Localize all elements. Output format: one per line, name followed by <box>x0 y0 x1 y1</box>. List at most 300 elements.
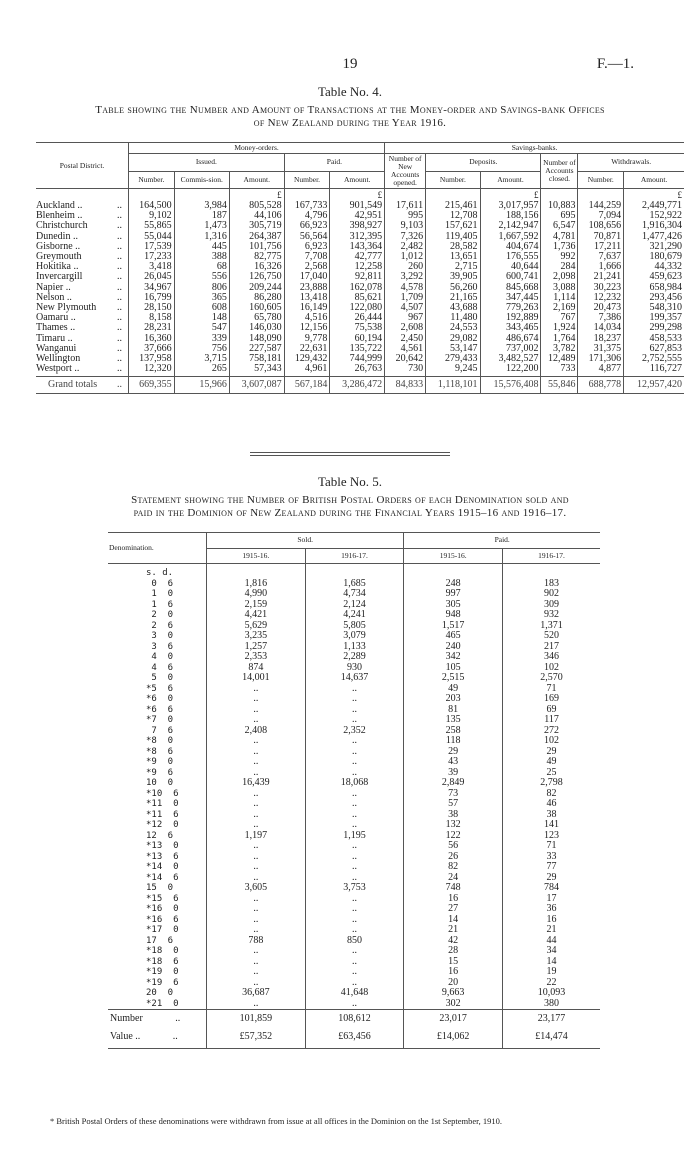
denomination: *14 6 <box>146 872 179 883</box>
cell-wd-amt: 293,456 <box>624 293 684 303</box>
cell-dep-amt: 600,741 <box>480 272 541 282</box>
cell-wd-amt: 116,727 <box>624 364 684 374</box>
cell-wd-amt: 548,310 <box>624 303 684 313</box>
sold-1916: .. <box>305 967 404 978</box>
number-sold-1915: 101,859 <box>207 1010 306 1029</box>
cell-iss-amt: 160,605 <box>229 303 284 313</box>
cell-wd-amt: 299,298 <box>624 323 684 333</box>
cell-iss-amt: 82,775 <box>229 252 284 262</box>
table5-caption <box>20 494 680 520</box>
cell-dep-amt: 737,002 <box>480 344 541 354</box>
denomination: *17 0 <box>146 925 179 935</box>
cell-new-acc: 1,709 <box>385 293 426 303</box>
col-paid: Paid. <box>404 533 600 549</box>
cell-comm: 339 <box>174 334 229 344</box>
cell-iss-num: 8,158 <box>129 313 175 323</box>
denomination: 2 0 <box>146 610 174 620</box>
cell-dep-amt: 347,445 <box>480 293 541 303</box>
col-issued: Issued. <box>129 154 285 172</box>
table5-caption-line1: Statement showing the Number of British Postal Orders of each Denomination sold and <box>131 494 569 506</box>
cell-comm: 806 <box>174 283 229 293</box>
pound-sign: £ <box>330 189 385 202</box>
sold-1916: .. <box>305 789 404 800</box>
sold-1916: 1,685 <box>305 579 404 590</box>
sold-1915: .. <box>207 852 306 863</box>
cell-comm: 265 <box>174 364 229 374</box>
divider <box>250 455 450 456</box>
sold-1916: 18,068 <box>305 778 404 789</box>
cell-wd-num: 7,094 <box>578 211 624 221</box>
sold-1915: 874 <box>207 663 306 674</box>
cell-paid-amt: 901,549 <box>330 201 385 211</box>
paid-1915: 26 <box>404 852 503 863</box>
district-name: Westport .. .. <box>36 363 122 375</box>
denomination: *21 0 <box>146 998 179 1009</box>
cell-paid-num: 12,156 <box>284 323 330 333</box>
total-closed: 55,846 <box>541 377 578 391</box>
paid-1915: 240 <box>404 642 503 653</box>
cell-paid-num: 6,923 <box>284 242 330 252</box>
cell-wd-num: 7,637 <box>578 252 624 262</box>
sd-header-row <box>108 564 600 579</box>
district-name: Hokitika .. .. <box>36 261 122 273</box>
cell-dep-num: 215,461 <box>426 201 480 211</box>
cell-comm: 1,316 <box>174 232 229 242</box>
list-item <box>108 820 600 831</box>
sold-1916: .. <box>305 694 404 705</box>
cell-paid-amt: 143,364 <box>330 242 385 252</box>
cell-comm: 3,984 <box>174 201 229 211</box>
cell-dep-num: 28,582 <box>426 242 480 252</box>
sold-1916: .. <box>305 999 404 1010</box>
cell-paid-amt: 26,444 <box>330 313 385 323</box>
cell-wd-num: 30,223 <box>578 283 624 293</box>
denomination: 12 6 <box>146 830 174 841</box>
cell-iss-num: 55,044 <box>129 232 175 242</box>
list-item <box>108 778 600 789</box>
sold-1915: 14,001 <box>207 673 306 684</box>
sold-1916: .. <box>305 873 404 884</box>
sold-1915: .. <box>207 768 306 779</box>
paid-1916: 272 <box>503 726 600 737</box>
cell-new-acc: 4,578 <box>385 283 426 293</box>
denomination: *11 0 <box>146 799 179 809</box>
district-name: Greymouth .. <box>36 251 122 263</box>
cell-paid-amt: 398,927 <box>330 221 385 231</box>
sold-1916: .. <box>305 978 404 989</box>
paid-1915: 56 <box>404 841 503 852</box>
col-accounts-closed: Number of Accounts closed. <box>541 154 578 189</box>
cell-wd-num: 31,375 <box>578 344 624 354</box>
paid-1915: 15 <box>404 957 503 968</box>
sold-1916: 2,352 <box>305 726 404 737</box>
grand-totals-row <box>36 377 684 391</box>
district-name: Timaru .. .. <box>36 332 122 344</box>
cell-closed: 767 <box>541 313 578 323</box>
list-item <box>108 673 600 684</box>
cell-iss-amt: 44,106 <box>229 211 284 221</box>
col-sold-1915: 1915-16. <box>207 548 306 564</box>
paid-1916: 33 <box>503 852 600 863</box>
paid-1915: 118 <box>404 736 503 747</box>
cell-new-acc: 4,507 <box>385 303 426 313</box>
sold-1915: .. <box>207 757 306 768</box>
pound-sign: £ <box>229 189 284 202</box>
cell-closed: 4,781 <box>541 232 578 242</box>
sold-1915: 1,816 <box>207 579 306 590</box>
paid-1915: 465 <box>404 631 503 642</box>
list-item <box>108 946 600 957</box>
cell-iss-num: 16,360 <box>129 334 175 344</box>
sold-1916: .. <box>305 862 404 873</box>
cell-closed: 2,169 <box>541 303 578 313</box>
value-label: Value .. .. <box>108 1029 207 1049</box>
value-row <box>108 1029 600 1049</box>
denomination: 4 6 <box>146 662 174 673</box>
denomination: *8 6 <box>146 746 174 757</box>
paid-1916: 169 <box>503 694 600 705</box>
denomination: *18 0 <box>146 946 179 956</box>
cell-iss-num: 164,500 <box>129 201 175 211</box>
cell-iss-amt: 126,750 <box>229 272 284 282</box>
sold-1916: .. <box>305 894 404 905</box>
sub-issued-commission: Commis-sion. <box>174 171 229 189</box>
cell-new-acc: 17,611 <box>385 201 426 211</box>
list-item <box>108 799 600 810</box>
cell-closed: 10,883 <box>541 201 578 211</box>
cell-wd-amt: 1,916,304 <box>624 221 684 231</box>
cell-dep-num: 11,480 <box>426 313 480 323</box>
denomination: *5 6 <box>146 683 174 694</box>
cell-paid-num: 13,418 <box>284 293 330 303</box>
cell-paid-num: 4,516 <box>284 313 330 323</box>
col-sold-1916: 1916-17. <box>305 548 404 564</box>
denomination: *8 0 <box>146 736 174 746</box>
cell-iss-num: 17,539 <box>129 242 175 252</box>
paid-1915: 258 <box>404 726 503 737</box>
denomination: 10 0 <box>146 778 174 788</box>
cell-wd-amt: 199,357 <box>624 313 684 323</box>
cell-dep-num: 12,708 <box>426 211 480 221</box>
sold-1915: .. <box>207 946 306 957</box>
paid-1915: 81 <box>404 705 503 716</box>
cell-dep-amt: 1,667,592 <box>480 232 541 242</box>
cell-dep-amt: 845,668 <box>480 283 541 293</box>
sold-1915: 36,687 <box>207 988 306 999</box>
cell-dep-num: 24,553 <box>426 323 480 333</box>
paid-1915: 9,663 <box>404 988 503 999</box>
col-withdrawals: Withdrawals. <box>578 154 684 172</box>
district-name: Christchurch .. <box>36 220 122 232</box>
cell-new-acc: 2,608 <box>385 323 426 333</box>
cell-iss-num: 28,231 <box>129 323 175 333</box>
footnote: * British Postal Orders of these denominations were withdrawn from issue at all offices in the Dominion on the 1st September, 1910. <box>50 1116 503 1126</box>
paid-1916: 34 <box>503 946 600 957</box>
cell-paid-num: 56,564 <box>284 232 330 242</box>
cell-wd-amt: 321,290 <box>624 242 684 252</box>
cell-paid-num: 129,432 <box>284 354 330 364</box>
sold-1916: .. <box>305 810 404 821</box>
table4-caption-line2: of New Zealand during the Year 1916. <box>253 117 447 129</box>
cell-iss-num: 26,045 <box>129 272 175 282</box>
cell-iss-num: 16,799 <box>129 293 175 303</box>
denomination: 17 6 <box>146 935 174 946</box>
sold-1915: .. <box>207 684 306 695</box>
cell-closed: 2,098 <box>541 272 578 282</box>
sold-1916: 14,637 <box>305 673 404 684</box>
cell-wd-amt: 2,752,555 <box>624 354 684 364</box>
sold-1916: .. <box>305 684 404 695</box>
paid-1916: 380 <box>503 999 600 1010</box>
sold-1915: .. <box>207 999 306 1010</box>
sub-deposits-amount: Amount. <box>480 171 541 189</box>
cell-wd-amt: 459,623 <box>624 272 684 282</box>
cell-closed: 1,114 <box>541 293 578 303</box>
cell-iss-num: 55,865 <box>129 221 175 231</box>
denomination: 3 6 <box>146 641 174 652</box>
cell-new-acc: 730 <box>385 364 426 374</box>
sub-withdrawals-number: Number. <box>578 171 624 189</box>
denomination: *9 0 <box>146 757 174 767</box>
paid-1915: 248 <box>404 579 503 590</box>
paid-1916: 2,570 <box>503 673 600 684</box>
paid-1915: 203 <box>404 694 503 705</box>
paid-1916: 346 <box>503 652 600 663</box>
cell-dep-amt: 176,555 <box>480 252 541 262</box>
list-item <box>108 631 600 642</box>
paid-1916: 36 <box>503 904 600 915</box>
district-name: Napier .. .. <box>36 281 122 293</box>
district-name: Invercargill .. <box>36 271 122 283</box>
sold-1915: .. <box>207 789 306 800</box>
denomination: 0 6 <box>146 578 174 589</box>
cell-wd-num: 12,232 <box>578 293 624 303</box>
district-name: Oamaru .. .. <box>36 312 122 324</box>
cell-wd-amt: 152,922 <box>624 211 684 221</box>
sold-1916: 930 <box>305 663 404 674</box>
paid-1916: 21 <box>503 925 600 936</box>
group-money-orders: Money-orders. <box>129 143 385 154</box>
paid-1916: 29 <box>503 747 600 758</box>
paid-1916: 16 <box>503 915 600 926</box>
paid-1916: 71 <box>503 841 600 852</box>
cell-paid-amt: 85,621 <box>330 293 385 303</box>
sold-1915: .. <box>207 915 306 926</box>
sold-1915: .. <box>207 873 306 884</box>
denomination: *19 6 <box>146 977 179 988</box>
cell-iss-amt: 209,244 <box>229 283 284 293</box>
denomination: 5 0 <box>146 673 174 683</box>
cell-wd-num: 70,871 <box>578 232 624 242</box>
sold-1916: .. <box>305 747 404 758</box>
paid-1915: 28 <box>404 946 503 957</box>
paid-1915: 305 <box>404 600 503 611</box>
sold-1915: .. <box>207 894 306 905</box>
paid-1915: 16 <box>404 894 503 905</box>
paid-1916: 77 <box>503 862 600 873</box>
total-paid-num: 567,184 <box>284 377 330 391</box>
cell-comm: 547 <box>174 323 229 333</box>
sold-1915: .. <box>207 820 306 831</box>
sold-1915: .. <box>207 810 306 821</box>
divider <box>250 452 450 453</box>
cell-paid-amt: 92,811 <box>330 272 385 282</box>
list-item <box>108 757 600 768</box>
number-sold-1916: 108,612 <box>305 1010 404 1029</box>
sold-1916: 3,753 <box>305 883 404 894</box>
sold-1915: 4,990 <box>207 589 306 600</box>
total-dep-num: 1,118,101 <box>426 377 480 391</box>
sold-1915: .. <box>207 799 306 810</box>
total-iss-amt: 3,607,087 <box>229 377 284 391</box>
sold-1916: 850 <box>305 936 404 947</box>
cell-comm: 756 <box>174 344 229 354</box>
cell-comm: 3,715 <box>174 354 229 364</box>
col-sold: Sold. <box>207 533 404 549</box>
paid-1916: 19 <box>503 967 600 978</box>
paid-1916: 183 <box>503 579 600 590</box>
cell-comm: 365 <box>174 293 229 303</box>
cell-iss-amt: 227,587 <box>229 344 284 354</box>
cell-iss-amt: 305,719 <box>229 221 284 231</box>
cell-iss-amt: 65,780 <box>229 313 284 323</box>
sold-1915: 1,197 <box>207 831 306 842</box>
table5-caption-line2: paid in the Dominion of New Zealand during the Financial Years 1915–16 and 1916–17. <box>133 507 567 519</box>
list-item <box>108 862 600 873</box>
sold-1916: .. <box>305 736 404 747</box>
sold-1915: 5,629 <box>207 621 306 632</box>
paid-1915: 49 <box>404 684 503 695</box>
denomination: 1 6 <box>146 599 174 610</box>
list-item <box>108 841 600 852</box>
list-item <box>108 715 600 726</box>
cell-iss-num: 3,418 <box>129 262 175 272</box>
district-name: Thames .. .. <box>36 322 122 334</box>
group-savings-banks: Savings-banks. <box>385 143 684 154</box>
denomination: *7 0 <box>146 715 174 725</box>
denomination: *9 6 <box>146 767 174 778</box>
cell-paid-amt: 12,258 <box>330 262 385 272</box>
denomination: *6 0 <box>146 694 174 704</box>
total-new-acc: 84,833 <box>385 377 426 391</box>
cell-paid-num: 17,040 <box>284 272 330 282</box>
cell-dep-amt: 188,156 <box>480 211 541 221</box>
cell-new-acc: 260 <box>385 262 426 272</box>
cell-wd-num: 14,034 <box>578 323 624 333</box>
denomination: *11 6 <box>146 809 179 820</box>
cell-paid-amt: 744,999 <box>330 354 385 364</box>
cell-paid-amt: 42,951 <box>330 211 385 221</box>
sold-1915: 2,159 <box>207 600 306 611</box>
cell-iss-num: 9,102 <box>129 211 175 221</box>
cell-closed: 733 <box>541 364 578 374</box>
denomination: 4 0 <box>146 652 174 662</box>
list-item <box>108 883 600 894</box>
list-item <box>108 925 600 936</box>
district-name: Nelson .. .. <box>36 291 122 303</box>
cell-wd-num: 171,306 <box>578 354 624 364</box>
cell-closed: 1,764 <box>541 334 578 344</box>
cell-paid-amt: 312,395 <box>330 232 385 242</box>
cell-comm: 187 <box>174 211 229 221</box>
cell-comm: 68 <box>174 262 229 272</box>
cell-dep-num: 39,905 <box>426 272 480 282</box>
denomination: 15 0 <box>146 883 174 893</box>
paid-1916: 44 <box>503 936 600 947</box>
cell-iss-num: 12,320 <box>129 364 175 374</box>
paid-1916: 117 <box>503 715 600 726</box>
list-item <box>108 999 600 1010</box>
sold-1916: 4,734 <box>305 589 404 600</box>
paid-1916: 46 <box>503 799 600 810</box>
denomination: *10 6 <box>146 788 179 799</box>
cell-paid-amt: 60,194 <box>330 334 385 344</box>
cell-dep-amt: 2,142,947 <box>480 221 541 231</box>
table4-title: Table No. 4. <box>317 84 383 99</box>
paid-1915: 39 <box>404 768 503 779</box>
cell-new-acc: 2,450 <box>385 334 426 344</box>
cell-paid-num: 23,888 <box>284 283 330 293</box>
list-item <box>108 610 600 621</box>
cell-wd-amt: 458,533 <box>624 334 684 344</box>
col-denomination: Denomination. <box>108 533 207 564</box>
paid-1916: 10,093 <box>503 988 600 999</box>
paid-1916: 102 <box>503 663 600 674</box>
sold-1916: .. <box>305 757 404 768</box>
cell-dep-amt: 779,263 <box>480 303 541 313</box>
sold-1916: .. <box>305 925 404 936</box>
value-sold-1916: £63,456 <box>305 1029 404 1049</box>
cell-wd-num: 1,666 <box>578 262 624 272</box>
district-name: Wanganui .. <box>36 342 122 354</box>
cell-closed: 12,489 <box>541 354 578 364</box>
sold-1916: 1,195 <box>305 831 404 842</box>
denomination: *13 0 <box>146 841 179 851</box>
sold-1915: 16,439 <box>207 778 306 789</box>
table4-caption-line1: Table showing the Number and Amount of Transactions at the Money-order and Savings-bank Offices <box>95 104 605 116</box>
paid-1915: 29 <box>404 747 503 758</box>
sold-1915: .. <box>207 925 306 936</box>
cell-wd-num: 18,237 <box>578 334 624 344</box>
cell-wd-amt: 658,984 <box>624 283 684 293</box>
paid-1915: 2,515 <box>404 673 503 684</box>
sold-1916: 1,133 <box>305 642 404 653</box>
bottom-rule <box>36 391 684 394</box>
district-name: Dunedin .. .. <box>36 230 122 242</box>
sold-1916: .. <box>305 852 404 863</box>
cell-iss-amt: 264,387 <box>229 232 284 242</box>
cell-new-acc: 2,482 <box>385 242 426 252</box>
cell-dep-amt: 486,674 <box>480 334 541 344</box>
cell-dep-num: 2,715 <box>426 262 480 272</box>
cell-wd-num: 4,877 <box>578 364 624 374</box>
cell-paid-amt: 162,078 <box>330 283 385 293</box>
total-iss-num: 669,355 <box>129 377 175 391</box>
sub-issued-amount: Amount. <box>229 171 284 189</box>
cell-dep-amt: 40,644 <box>480 262 541 272</box>
paid-1916: 1,371 <box>503 621 600 632</box>
cell-paid-num: 16,149 <box>284 303 330 313</box>
cell-dep-num: 119,405 <box>426 232 480 242</box>
paid-1915: 27 <box>404 904 503 915</box>
paid-1915: 302 <box>404 999 503 1010</box>
cell-wd-num: 7,386 <box>578 313 624 323</box>
paid-1916: 217 <box>503 642 600 653</box>
list-item <box>108 988 600 999</box>
cell-new-acc: 3,292 <box>385 272 426 282</box>
sold-1916: 4,241 <box>305 610 404 621</box>
cell-comm: 608 <box>174 303 229 313</box>
